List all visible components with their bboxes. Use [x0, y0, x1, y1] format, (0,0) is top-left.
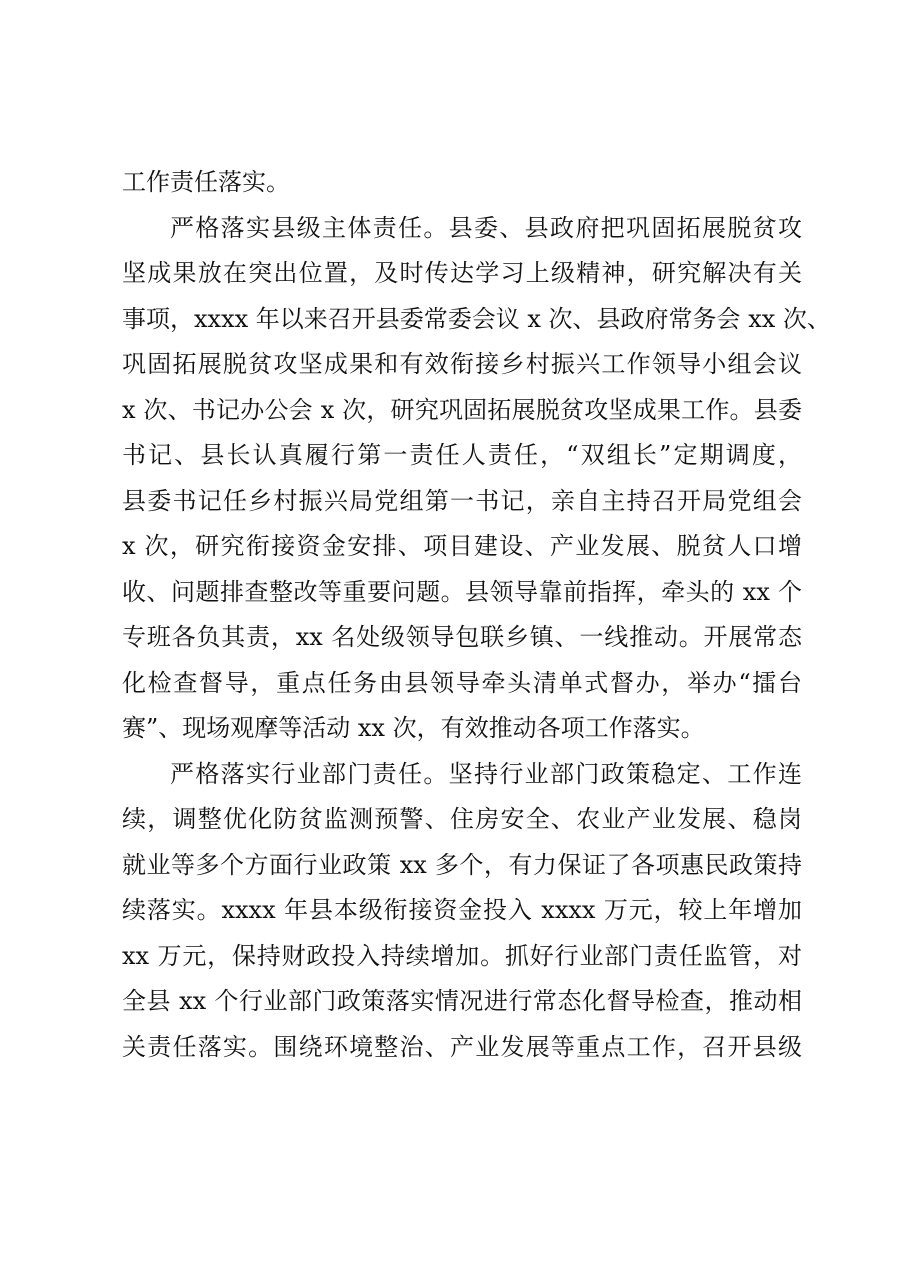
text-line: 收、问题排查整改等重要问题。县领导靠前指挥，牵头的 xx 个: [122, 577, 802, 606]
text-line: 赛”、现场观摩等活动 xx 次，有效推动各项工作落实。: [122, 714, 705, 742]
text-line: 事项，xxxx 年以来召开县委常委会议 x 次、县政府常务会 xx 次、: [122, 304, 831, 333]
text-line: 书记、县长认真履行第一责任人责任，“双组长”定期调度，: [122, 441, 802, 469]
paragraph-2: [122, 206, 831, 752]
text-line: 严格落实县级主体责任。县委、县政府把巩固拓展脱贫攻: [170, 213, 802, 242]
text-line: 全县 xx 个行业部门政策落实情况进行常态化督导检查，推动相: [122, 987, 802, 1015]
text-line: x 次、书记办公会 x 次，研究巩固拓展脱贫攻坚成果工作。县委: [122, 395, 802, 424]
document-body: [122, 160, 831, 1070]
text-line: 就业等多个方面行业政策 xx 多个，有力保证了各项惠民政策持: [122, 850, 802, 879]
text-line: 续，调整优化防贫监测预警、住房安全、农业产业发展、稳岗: [122, 805, 802, 833]
text-line: 续落实。xxxx 年县本级衔接资金投入 xxxx 万元，较上年增加: [122, 896, 802, 924]
text-line: 严格落实行业部门责任。坚持行业部门政策稳定、工作连: [170, 759, 802, 788]
text-line: 坚成果放在突出位置，及时传达学习上级精神，研究解决有关: [122, 259, 802, 287]
text-line: 县委书记任乡村振兴局党组第一书记，亲自主持召开局党组会: [122, 486, 802, 515]
text-line: x 次，研究衔接资金安排、项目建设、产业发展、脱贫人口增: [122, 532, 802, 560]
text-line: 巩固拓展脱贫攻坚成果和有效衔接乡村振兴工作领导小组会议: [122, 350, 802, 378]
text-line: 专班各负其责，xx 名处级领导包联乡镇、一线推动。开展常态: [122, 623, 802, 651]
text-line: 工作责任落实。: [122, 168, 290, 196]
text-line: xx 万元，保持财政投入持续增加。抓好行业部门责任监管，对: [122, 941, 802, 970]
paragraph-3: [122, 752, 802, 1071]
text-line: 化检查督导，重点任务由县领导牵头清单式督办，举办“擂台: [122, 668, 802, 697]
paragraph-1: [122, 160, 802, 206]
text-line: 关责任落实。围绕环境整治、产业发展等重点工作，召开县级: [122, 1032, 802, 1061]
